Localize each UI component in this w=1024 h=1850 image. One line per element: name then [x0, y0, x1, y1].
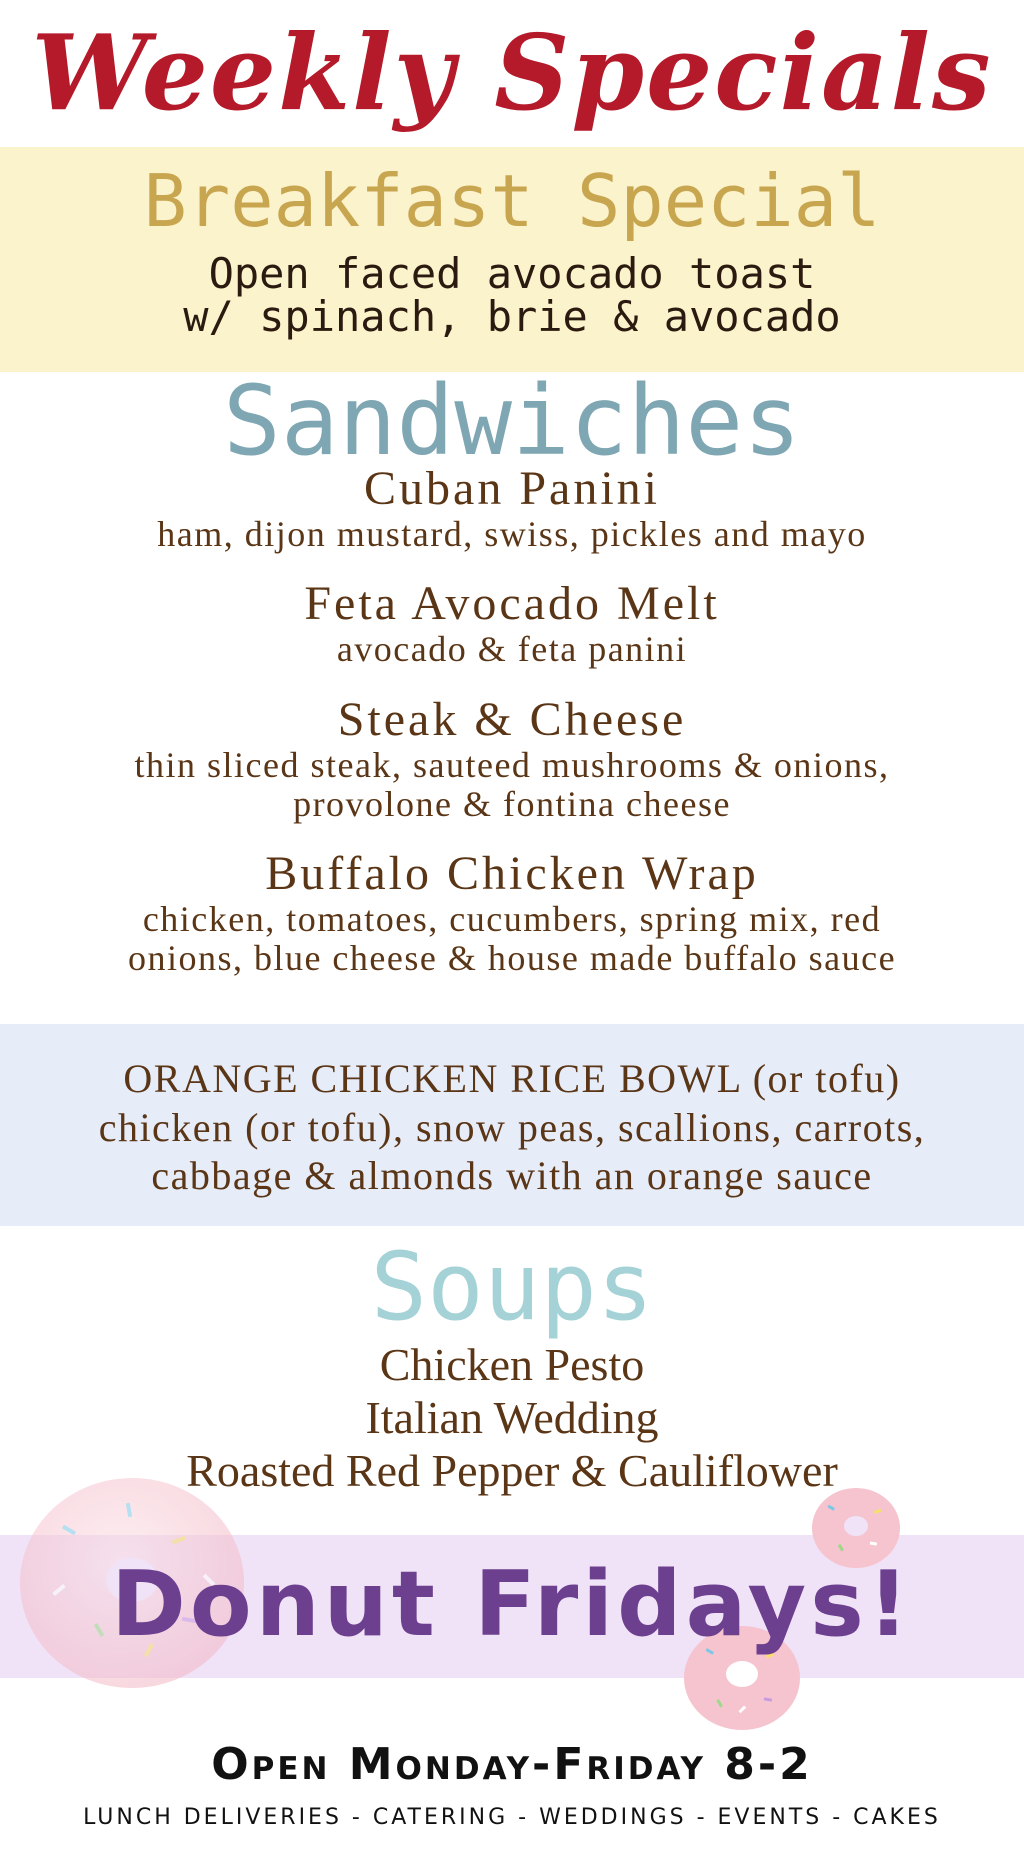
soup-item: Roasted Red Pepper & Cauliflower: [186, 1445, 838, 1496]
rice-bowl-description: [0, 1104, 1024, 1200]
rice-bowl-title: ORANGE CHICKEN RICE BOWL (or tofu): [123, 1056, 901, 1101]
menu-item: [0, 848, 1024, 978]
rice-bowl-description-line: cabbage & almonds with an orange sauce: [151, 1153, 873, 1198]
menu-item-description: [0, 630, 1024, 669]
menu-item: [0, 694, 1024, 824]
soups-heading: Soups: [370, 1233, 654, 1342]
menu-item: [0, 463, 1024, 554]
menu-item-description-line: provolone & fontina cheese: [293, 784, 731, 824]
opening-hours: Open Monday-Friday 8-2: [211, 1739, 813, 1790]
donut-fridays-banner: Donut Fridays!: [111, 1552, 913, 1657]
soup-item: Italian Wedding: [365, 1392, 659, 1443]
menu-item-description-line: thin sliced steak, sauteed mushrooms & onions,: [134, 745, 890, 785]
menu-item-description-line: ham, dijon mustard, swiss, pickles and mayo: [157, 514, 867, 554]
menu-item-description-line: avocado & feta panini: [336, 629, 688, 669]
menu-item-description-line: chicken, tomatoes, cucumbers, spring mix, red: [142, 899, 882, 939]
menu-item-name: Steak & Cheese: [337, 693, 687, 746]
page-title: Weekly Specials: [31, 11, 993, 134]
breakfast-description: [0, 249, 1024, 341]
menu-item-description: [0, 746, 1024, 824]
breakfast-description-line: w/ spinach, brie & avocado: [183, 292, 841, 341]
breakfast-heading: Breakfast Special: [143, 159, 881, 243]
menu-item-name: Cuban Panini: [364, 462, 660, 515]
breakfast-description-line: Open faced avocado toast: [208, 249, 816, 298]
menu-item-description-line: onions, blue cheese & house made buffalo sauce: [127, 938, 897, 978]
menu-item: [0, 578, 1024, 669]
sandwiches-heading: Sandwiches: [223, 365, 801, 477]
menu-item-name: Buffalo Chicken Wrap: [265, 847, 759, 900]
menu-item-description: [0, 515, 1024, 554]
soup-item: Chicken Pesto: [379, 1339, 645, 1390]
menu-item-description: [0, 900, 1024, 978]
services-list: LUNCH DELIVERIES - CATERING - WEDDINGS - EVENTS - CAKES: [83, 1805, 941, 1830]
menu-item-name: Feta Avocado Melt: [304, 577, 720, 630]
rice-bowl-description-line: chicken (or tofu), snow peas, scallions, carrots,: [98, 1105, 926, 1150]
